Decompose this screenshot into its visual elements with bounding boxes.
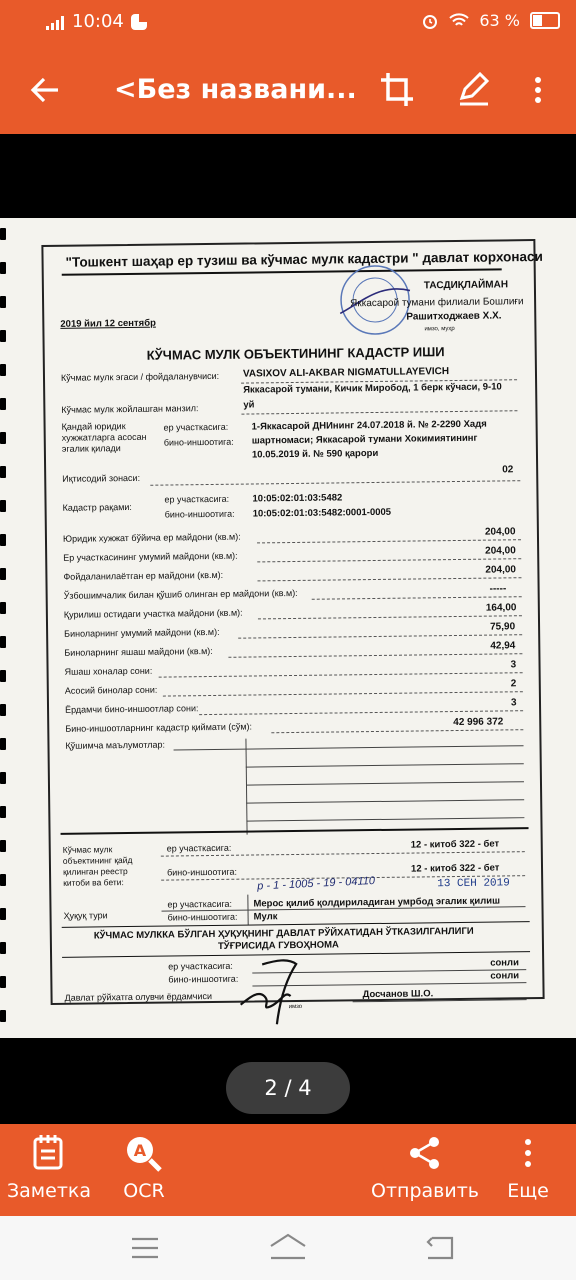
row-label: Асосий бинолар сони: [64,684,158,696]
certificate-bino-label: бино-иншоотига: [168,973,239,985]
row-label: Биноларнинг умумий майдони (кв.м): [64,626,220,639]
extra-info-label: Қўшимча маълумотлар: [65,739,166,751]
crop-icon[interactable] [380,72,414,108]
document-viewer[interactable] [0,134,576,1124]
more-vert-icon [524,1138,532,1168]
bottom-action-bar [0,1124,576,1216]
status-bar [0,0,576,44]
row-value: ----- [489,583,507,595]
menu-icon[interactable] [130,1236,160,1260]
registry-bino-value: 12 - китоб 322 - бет [410,862,500,875]
registry-label-4: китоби ва бети: [63,877,124,888]
top-app-bar [0,44,576,134]
approve-line: Яккасарой тумани филиали Бошлиғи [350,296,524,310]
row-label: Ёрдамчи бино-иншоотлар сони: [64,703,199,715]
back-icon[interactable] [424,1234,456,1262]
ocr-button[interactable] [108,1124,180,1216]
address-line1: Яккасарой тумани, Кичик Миробод, 1 берк кўчаси, 9-10 [243,381,502,396]
certificate-title-2: ТЎҒРИСИДА ГУВОҲНОМА [217,939,339,952]
alarm-icon [421,12,439,30]
row-value: 2 [510,678,517,690]
ocr-search-icon [124,1134,164,1174]
registrar-label: Давлат рўйхатга олувчи ёрдамчиси [64,991,213,1003]
handwritten-registry-number: р - 1 - 1005 - 19 - 04110 [256,874,376,893]
document-title: <Без названи... [114,74,357,105]
share-icon [408,1136,442,1170]
row-value: 204,00 [485,545,516,557]
row-value: 164,00 [485,602,517,614]
note-label: Заметка [6,1180,92,1202]
registry-label-1: Кўчмас мулк [62,844,113,855]
legal-value-2: шартномаси; Яккасарой тумани Хокимиятининг [251,432,478,447]
legal-label-1: Қандай юридик [61,421,126,432]
notification-icon [130,13,148,31]
cadastre-bino-value: 10:05:02:01:03:5482:0001-0005 [252,506,392,520]
address-line2: уй [243,399,255,411]
doc-date: 2019 йил 12 сентябр [60,317,156,330]
registry-bino-label: бино-иншоотига: [166,866,238,878]
cadastre-number-label: Кадастр рақами: [62,501,132,513]
system-navigation-bar [0,1216,576,1280]
doc-title: КЎЧМАС МУЛК ОБЪЕКТИНИНГ КАДАСТР ИШИ [146,344,445,363]
right-er-label: ер участкасига: [167,898,233,910]
document-page[interactable] [0,218,576,1038]
more-label: Еще [507,1180,549,1202]
zone-label: Иқтисодий зонаси: [62,472,141,484]
registry-label-3: қилинган реестр [62,866,128,877]
row-value: 3 [510,697,517,709]
legal-label-2: хужжатларга асосан [61,431,147,443]
status-time: 10:04 [72,11,124,32]
approve-sign: имзо, муҳр [424,326,455,333]
row-value: 42,94 [490,640,516,652]
note-button[interactable] [0,1124,98,1216]
row-value: 204,00 [484,526,516,538]
row-label: Юридик хужжат бўйича ер майдони (кв.м): [62,531,241,544]
row-label: Бино-иншоотларнинг кадастр қиймати (сўм): [65,721,253,734]
zone-value: 02 [502,464,514,476]
registry-er-label: ер участкасига: [166,842,232,854]
registrar-sign-caption: имзо [288,1003,303,1011]
ocr-label: OCR [123,1180,165,1202]
row-label: Биноларнинг яшаш майдони (кв.м): [64,645,213,658]
row-label: Қурилиш остидаги участка майдони (кв.м): [63,607,243,620]
battery-percent: 63 % [479,11,520,30]
owner-label: Кўчмас мулк эгаси / фойдаланувчиси: [60,370,220,383]
address-label: Кўчмас мулк жойлашган манзил: [61,403,199,415]
date-stamp: 13 СЕН 2019 [437,877,510,891]
right-er-value: Мерос қилиб қолдириладиган умрбод эгалик қилиш [253,895,501,910]
legal-value-1: 1-Яккасарой ДНИнинг 24.07.2018 й. № 2-2290 Хадя [251,418,487,433]
cadastre-er-value: 10:05:02:01:03:5482 [252,492,343,505]
more-vert-icon[interactable] [534,76,542,104]
certificate-er-value: сонли [490,957,519,969]
cadastre-bino-label: бино-иншоотига: [164,508,235,520]
edit-pencil-icon[interactable] [458,72,490,106]
owner-value: VASIXOV ALI-AKBAR NIGMATULLAYEVICH [242,366,450,380]
row-label: Ўзбошимчалик билан қўшиб олинган ер майдони (кв.м): [63,587,298,601]
row-value: 75,90 [490,621,516,633]
cadastre-document [41,239,544,1011]
registrar-signature [232,944,313,1035]
registrar-name: Досчанов Ш.О. [362,988,434,1001]
home-icon[interactable] [268,1232,308,1262]
notepad-icon [32,1134,64,1170]
row-value: 3 [510,659,517,671]
legal-value-3: 10.05.2019 й. № 590 қарори [251,447,379,461]
right-type-label: Ҳуқуқ тури [63,910,108,921]
right-bino-value: Мулк [253,911,278,923]
approve-title: ТАСДИҚЛАЙМАН [423,279,509,292]
certificate-bino-value: сонли [490,970,520,982]
approve-name: Рашитходжаев Х.Х. [406,310,502,323]
cadastre-er-label: ер участкасига: [164,493,230,505]
send-button[interactable] [364,1124,486,1216]
legal-er-label: ер участкасига: [163,421,229,433]
battery-icon [530,12,560,29]
row-label: Яшаш хоналар сони: [64,665,153,677]
right-bino-label: бино-иншоотига: [167,911,238,923]
certificate-title-1: КЎЧМАС МУЛККА БЎЛГАН ҲУҚУҚНИНГ ДАВЛАТ РЎЙХАТИДАН ЎТКАЗИЛГАНЛИГИ [93,925,474,942]
page-indicator: 2 / 4 [226,1062,350,1114]
certificate-er-label: ер участкасига: [168,960,233,972]
send-label: Отправить [371,1180,479,1202]
doc-header: "Тошкент шаҳар ер тузиш ва кўчмас мулк кадастри " давлат корхонаси [65,248,543,270]
legal-label-3: эгалик қилади [61,443,121,454]
row-label: Ер участкасининг умумий майдони (кв.м): [63,550,238,563]
legal-bino-label: бино-иншоотига: [163,436,234,448]
row-label: Фойдаланилаётган ер майдони (кв.м): [63,569,224,582]
signal-icon [46,14,68,30]
back-arrow-icon[interactable] [30,76,60,104]
row-value: 204,00 [485,564,517,576]
svg-text:A: A [133,1141,147,1160]
row-value: 42 996 372 [453,716,504,729]
registry-er-value: 12 - китоб 322 - бет [410,838,500,851]
wifi-icon [449,13,469,29]
more-button[interactable] [496,1124,560,1216]
registry-label-2: объектининг қайд [62,854,133,866]
